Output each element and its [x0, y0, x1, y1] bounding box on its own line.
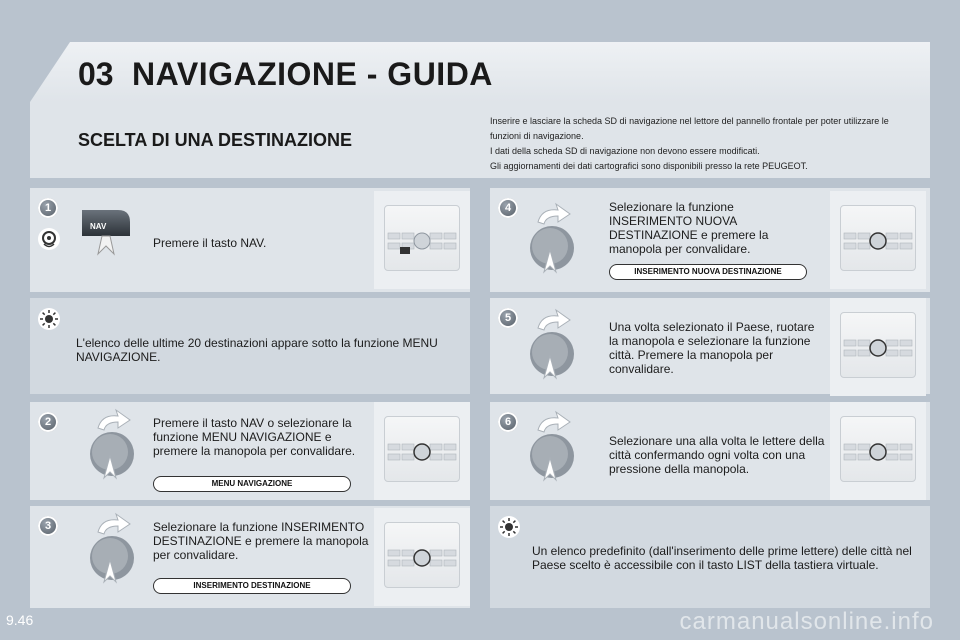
sun-tip-icon	[498, 516, 520, 538]
step-6-text: Selezionare una alla volta le lettere della città confermando ogni volta con una pressione della manopola.	[609, 434, 825, 476]
rotary-knob-icon	[80, 406, 150, 484]
step-1-text: Premere il tasto NAV.	[153, 236, 267, 250]
rotary-knob-icon	[520, 306, 590, 384]
radio-faceplate-icon	[830, 402, 926, 500]
intro-line: I dati della scheda SD di navigazione non devono essere modificati.	[490, 146, 760, 156]
radio-faceplate-icon	[830, 298, 926, 396]
menu-navigazione-pill: MENU NAVIGAZIONE	[153, 476, 351, 492]
rotary-knob-icon	[520, 408, 590, 486]
rotary-knob-icon	[80, 510, 150, 588]
step-4-badge: 4	[498, 198, 518, 218]
step-6-badge: 6	[498, 412, 518, 432]
page-title: NAVIGAZIONE - GUIDA	[132, 56, 493, 92]
step-5-text: Una volta selezionato il Paese, ruotare la manopola e selezionare la funzione città. Premere la manopola per convalidare.	[609, 320, 815, 376]
step-4-text: Selezionare la funzione INSERIMENTO NUOVA DESTINAZIONE e premere la manopola per convalidare.	[609, 200, 769, 256]
intro-line: Inserire e lasciare la scheda SD di navigazione nel lettore del pannello frontale per poter utilizzare le	[490, 116, 889, 126]
intro-line: Gli aggiornamenti dei dati cartografici sono disponibili presso la rete PEUGEOT.	[490, 161, 808, 171]
rotary-knob-icon	[520, 200, 590, 278]
intro-text	[490, 114, 920, 174]
inserimento-nuova-destinazione-pill: INSERIMENTO NUOVA DESTINAZIONE	[609, 264, 807, 280]
inserimento-destinazione-pill: INSERIMENTO DESTINAZIONE	[153, 578, 351, 594]
step-2-text: Premere il tasto NAV o selezionare la funzione MENU NAVIGAZIONE e premere la manopola per convalidare.	[153, 416, 356, 458]
page-number: 9.46	[6, 612, 34, 628]
radio-faceplate-icon	[374, 508, 470, 606]
radio-faceplate-icon	[374, 191, 470, 289]
list-note-text: Un elenco predefinito (dall'inserimento delle prime lettere) delle città nel Paese scelto è accessibile con il tasto LIST della tastiera virtuale.	[532, 544, 912, 572]
section-title: SCELTA DI UNA DESTINAZIONE	[78, 130, 352, 150]
step-1-badge: 1	[38, 198, 58, 218]
sun-tip-icon	[38, 308, 60, 330]
step-3-badge: 3	[38, 516, 58, 536]
history-note-text: L'elenco delle ultime 20 destinazioni appare sotto la funzione MENU NAVIGAZIONE.	[76, 336, 438, 364]
radio-faceplate-icon	[374, 402, 470, 500]
radio-faceplate-icon	[830, 191, 926, 289]
nav-key-illustration	[72, 202, 142, 272]
chapter-number: 03	[78, 56, 114, 92]
watermark: carmanualsonline.info	[679, 608, 934, 635]
step-5-badge: 5	[498, 308, 518, 328]
header-notch	[30, 42, 70, 102]
step-3-text: Selezionare la funzione INSERIMENTO DESTINAZIONE e premere la manopola per convalidare.	[153, 520, 369, 562]
nav-key-label: NAV	[90, 222, 107, 231]
step-2-badge: 2	[38, 412, 58, 432]
intro-line: funzioni di navigazione.	[490, 131, 584, 141]
gps-pin-icon	[38, 228, 60, 250]
